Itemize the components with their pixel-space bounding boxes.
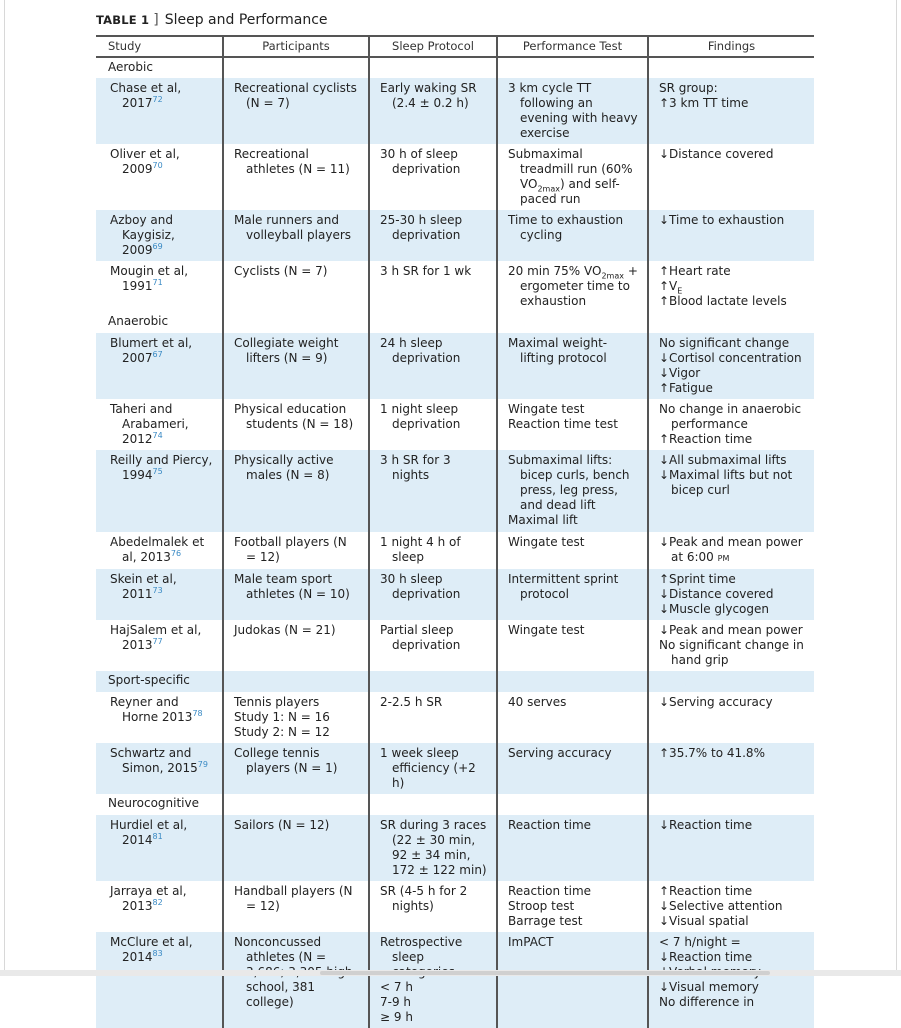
protocol-cell: Retrospective sleep < 7 h 7-9 h ≥ 9 h (369, 932, 497, 1028)
findings-cell: < 7 h/night = ↓Reaction time ↓Visual memory No difference in (648, 932, 814, 1028)
group-row (96, 794, 814, 815)
test-cell: Submaximal treadmill run (60% $VO_{2max}$) and self-paced run (497, 144, 648, 210)
table-row (96, 692, 814, 743)
table-row (96, 261, 814, 312)
protocol-cell: 1 night 4 h of sleep (369, 532, 497, 569)
scrollbar-thumb[interactable] (320, 971, 770, 975)
protocol-cell: 1 week sleep efficiency (+2 h) (369, 743, 497, 794)
reference-link[interactable]: 75 (152, 467, 163, 476)
header-participants: Participants (223, 36, 369, 57)
reference-link[interactable]: 83 (152, 949, 163, 958)
header-study: Study (108, 39, 142, 53)
reference-link[interactable]: 76 (170, 549, 182, 558)
protocol-cell: 2-2.5 h SR (369, 692, 497, 743)
participants-cell: Cyclists (N = 7) (223, 261, 369, 312)
table-row (96, 144, 814, 210)
test-cell: Submaximal lifts: bicep curls, bench press, leg press, and dead lift Maximal lift (497, 450, 648, 532)
study-cell: HajSalem et al, 2013$^{77}$ (110, 623, 202, 652)
findings-cell: ↓Peak and mean power at 6:00 PM (648, 532, 814, 569)
table-row (96, 333, 814, 399)
study-cell: Jarraya et al, 2013$^{82}$ (110, 884, 187, 913)
participants-cell: Physically active males (N = 8) (223, 450, 369, 532)
group-label-neurocognitive: Neurocognitive (108, 796, 199, 810)
test-cell: Time to exhaustion cycling (497, 210, 648, 261)
participants-cell: Male runners and volleyball players (223, 210, 369, 261)
horizontal-scrollbar[interactable] (0, 970, 901, 976)
test-cell: Maximal weight-lifting protocol (497, 333, 648, 399)
table-row (96, 78, 814, 144)
findings-cell: ↑Sprint time ↓Distance covered ↓Muscle glycogen (648, 569, 814, 620)
protocol-cell: 30 h of sleep deprivation (369, 144, 497, 210)
participants-cell: Handball players (N = 12) (223, 881, 369, 932)
reference-link[interactable]: 70 (152, 161, 163, 170)
study-cell: Chase et al, 2017$^{72}$ (96, 78, 223, 144)
participants-cell: Recreational athletes (N = 11) (223, 144, 369, 210)
table-row (96, 569, 814, 620)
reference-link[interactable]: 78 (192, 709, 203, 718)
table-row (96, 532, 814, 569)
study-cell: Oliver et al, 2009$^{70}$ (110, 147, 180, 176)
header-row (96, 36, 814, 57)
findings-cell: ↓Time to exhaustion (648, 210, 814, 261)
reference-link[interactable]: 79 (197, 760, 208, 769)
findings-cell: ↑Reaction time ↓Selective attention ↓Visual spatial (648, 881, 814, 932)
table-caption (96, 12, 328, 28)
table-row (96, 620, 814, 671)
protocol-cell: 3 h SR for 3 nights (369, 450, 497, 532)
findings-cell: No significant change ↓Cortisol concentration ↓Vigor ↑Fatigue (648, 333, 814, 399)
table-row (96, 932, 814, 1028)
findings-cell: ↓Reaction time (648, 815, 814, 881)
reference-link[interactable]: 73 (152, 586, 163, 595)
findings-cell: SR group: ↑3 km TT time (648, 78, 814, 144)
study-cell: Azboy and Kaygisiz, 2009$^{69}$ (96, 210, 223, 261)
findings-cell: ↑35.7% to 41.8% (648, 743, 814, 794)
findings-cell: ↓Distance covered (648, 144, 814, 210)
reference-link[interactable]: 82 (152, 898, 163, 907)
test-cell: Intermittent sprint protocol (497, 569, 648, 620)
participants-cell: Sailors (N = 12) (223, 815, 369, 881)
protocol-cell: Early waking SR (2.4 ± 0.2 h) (369, 78, 497, 144)
group-label-anaerobic: Anaerobic (108, 314, 169, 328)
participants-cell: Physical education students (N = 18) (223, 399, 369, 450)
protocol-cell: 1 night sleep deprivation (369, 399, 497, 450)
protocol-cell: 3 h SR for 1 wk (369, 261, 497, 312)
table-row (96, 210, 814, 261)
study-cell: McClure et al, 2014$^{83}$ (96, 932, 223, 1028)
participants-cell: Judokas (N = 21) (223, 620, 369, 671)
group-row (96, 671, 814, 692)
reference-link[interactable]: 67 (152, 350, 163, 359)
test-cell: 40 serves (497, 692, 648, 743)
findings-cell: ↓Peak and mean power No significant change in hand grip (648, 620, 814, 671)
test-cell: Serving accuracy (497, 743, 648, 794)
table-label: TABLE 1 (96, 13, 150, 27)
header-performance-test: Performance Test (497, 36, 648, 57)
reference-link[interactable]: 77 (152, 637, 163, 646)
group-row (96, 312, 814, 333)
group-label-sport-specific: Sport-specific (96, 671, 223, 692)
participants-cell: Tennis players Study 1: N = 16 Study 2: N = 12 (223, 692, 369, 743)
participants-cell: Nonconcussed athletes (N = school, 381 college) (223, 932, 369, 1028)
participants-cell: Collegiate weight lifters (N = 9) (223, 333, 369, 399)
page-border-right (896, 0, 897, 970)
test-cell: Reaction time Stroop test Barrage test (497, 881, 648, 932)
reference-link[interactable]: 72 (152, 95, 163, 104)
test-cell: Wingate test (497, 620, 648, 671)
participants-cell: College tennis players (N = 1) (223, 743, 369, 794)
protocol-cell: SR during 3 races (22 ± 30 min, 92 ± 34 min, 172 ± 122 min) (369, 815, 497, 881)
findings-cell: ↓Serving accuracy (648, 692, 814, 743)
study-cell: Blumert et al, 2007$^{67}$ (96, 333, 223, 399)
protocol-cell: 24 h sleep deprivation (369, 333, 497, 399)
table-row (96, 815, 814, 881)
study-cell: Reilly and Piercy, 1994$^{75}$ (96, 450, 223, 532)
findings-cell: ↑Heart rate $↑V_E$ ↑Blood lactate levels (648, 261, 814, 312)
group-row (96, 57, 814, 78)
study-cell: Reyner and Horne 2013$^{78}$ (110, 695, 203, 724)
study-cell: Hurdiel et al, 2014$^{81}$ (96, 815, 223, 881)
test-cell: ImPACT (497, 932, 648, 1028)
reference-link[interactable]: 69 (152, 242, 163, 251)
study-cell: Mougin et al, 1991$^{71}$ (110, 264, 189, 293)
test-cell: 20 min 75% $VO_{2max}$ + ergometer time to exhaustion (497, 261, 648, 312)
table-row (96, 743, 814, 794)
caption-bracket: ] (153, 12, 159, 28)
protocol-cell: 30 h sleep deprivation (369, 569, 497, 620)
study-cell: Schwartz and Simon, 2015$^{79}$ (96, 743, 223, 794)
findings-cell: ↓All submaximal lifts ↓Maximal lifts but not bicep curl (648, 450, 814, 532)
study-cell: Abedelmalek et al, 2013$^{76}$ (110, 535, 205, 564)
table-row (96, 450, 814, 532)
group-label-aerobic: Aerobic (108, 60, 153, 74)
test-cell: Wingate test (497, 532, 648, 569)
header-sleep-protocol: Sleep Protocol (369, 36, 497, 57)
participants-cell: Male team sport athletes (N = 10) (223, 569, 369, 620)
protocol-cell: 25-30 h sleep deprivation (369, 210, 497, 261)
protocol-cell: Partial sleep deprivation (369, 620, 497, 671)
participants-cell: Football players (N = 12) (223, 532, 369, 569)
test-cell: 3 km cycle TT following an evening with heavy exercise (497, 78, 648, 144)
table-row (96, 881, 814, 932)
test-cell: Reaction time (497, 815, 648, 881)
participants-cell: Recreational cyclists (N = 7) (223, 78, 369, 144)
test-cell: Wingate test Reaction time test (497, 399, 648, 450)
protocol-cell: SR (4-5 h for 2 nights) (369, 881, 497, 932)
table-title: Sleep and Performance (164, 12, 328, 28)
page-border-left (4, 0, 5, 970)
reference-link[interactable]: 74 (152, 431, 163, 440)
table-row (96, 399, 814, 450)
sleep-performance-table (96, 35, 814, 1028)
reference-link[interactable]: 71 (152, 278, 163, 287)
reference-link[interactable]: 81 (152, 832, 163, 841)
study-cell: Skein et al, 2011$^{73}$ (96, 569, 223, 620)
findings-cell: No change in anaerobic performance ↑Reaction time (648, 399, 814, 450)
header-findings: Findings (648, 36, 814, 57)
study-cell: Taheri and Arabameri, 2012$^{74}$ (110, 402, 189, 446)
